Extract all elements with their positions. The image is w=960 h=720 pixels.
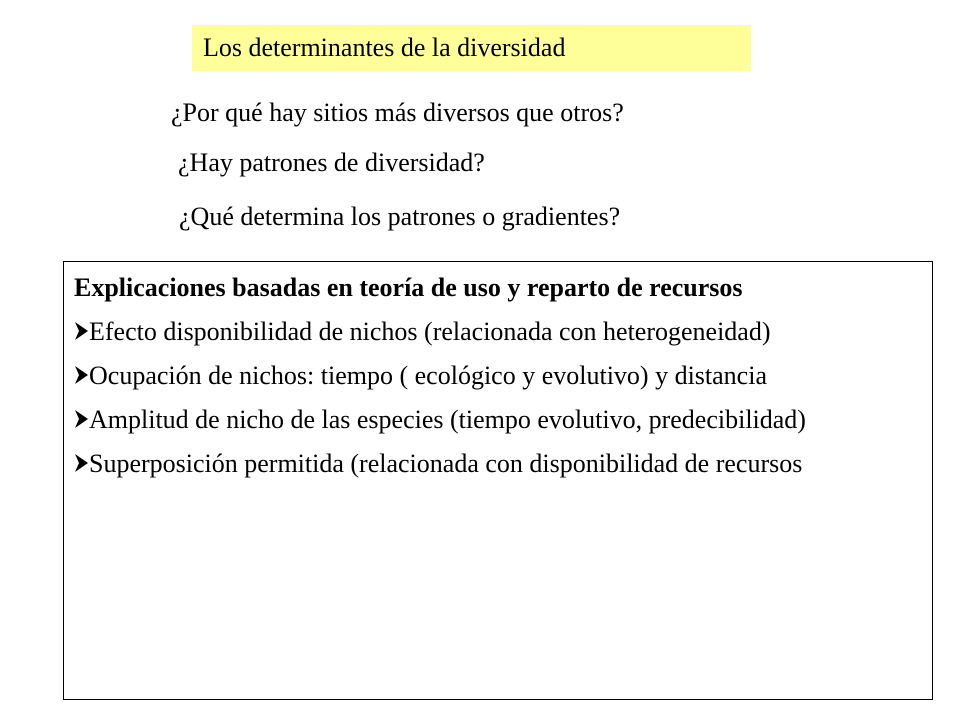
slide-title: Los determinantes de la diversidad	[203, 33, 566, 62]
question-1: ¿Por qué hay sitios más diversos que otros?	[171, 98, 624, 127]
bullet-text: Ocupación de nichos: tiempo ( ecológico y evolutivo) y distancia	[89, 361, 767, 390]
explanations-box	[63, 261, 933, 700]
bullet-item	[74, 404, 924, 435]
arrowhead-bullet-icon	[74, 321, 89, 341]
arrowhead-bullet-icon	[74, 365, 89, 385]
slide-title-box	[192, 25, 751, 71]
bullet-text: Superposición permitida (relacionada con disponibilidad de recursos	[89, 449, 803, 478]
explanations-heading: Explicaciones basadas en teoría de uso y reparto de recursos	[74, 273, 743, 302]
question-2: ¿Hay patrones de diversidad?	[178, 148, 485, 177]
bullet-text: Efecto disponibilidad de nichos (relacionada con heterogeneidad)	[89, 317, 771, 346]
arrowhead-bullet-icon	[74, 409, 89, 429]
arrowhead-bullet-icon	[74, 453, 89, 473]
bullet-text: Amplitud de nicho de las especies (tiempo evolutivo, predecibilidad)	[89, 405, 806, 434]
question-3: ¿Qué determina los patrones o gradientes?	[179, 202, 621, 231]
bullet-item	[74, 448, 924, 479]
bullet-item	[74, 360, 924, 391]
bullet-item	[74, 316, 924, 347]
